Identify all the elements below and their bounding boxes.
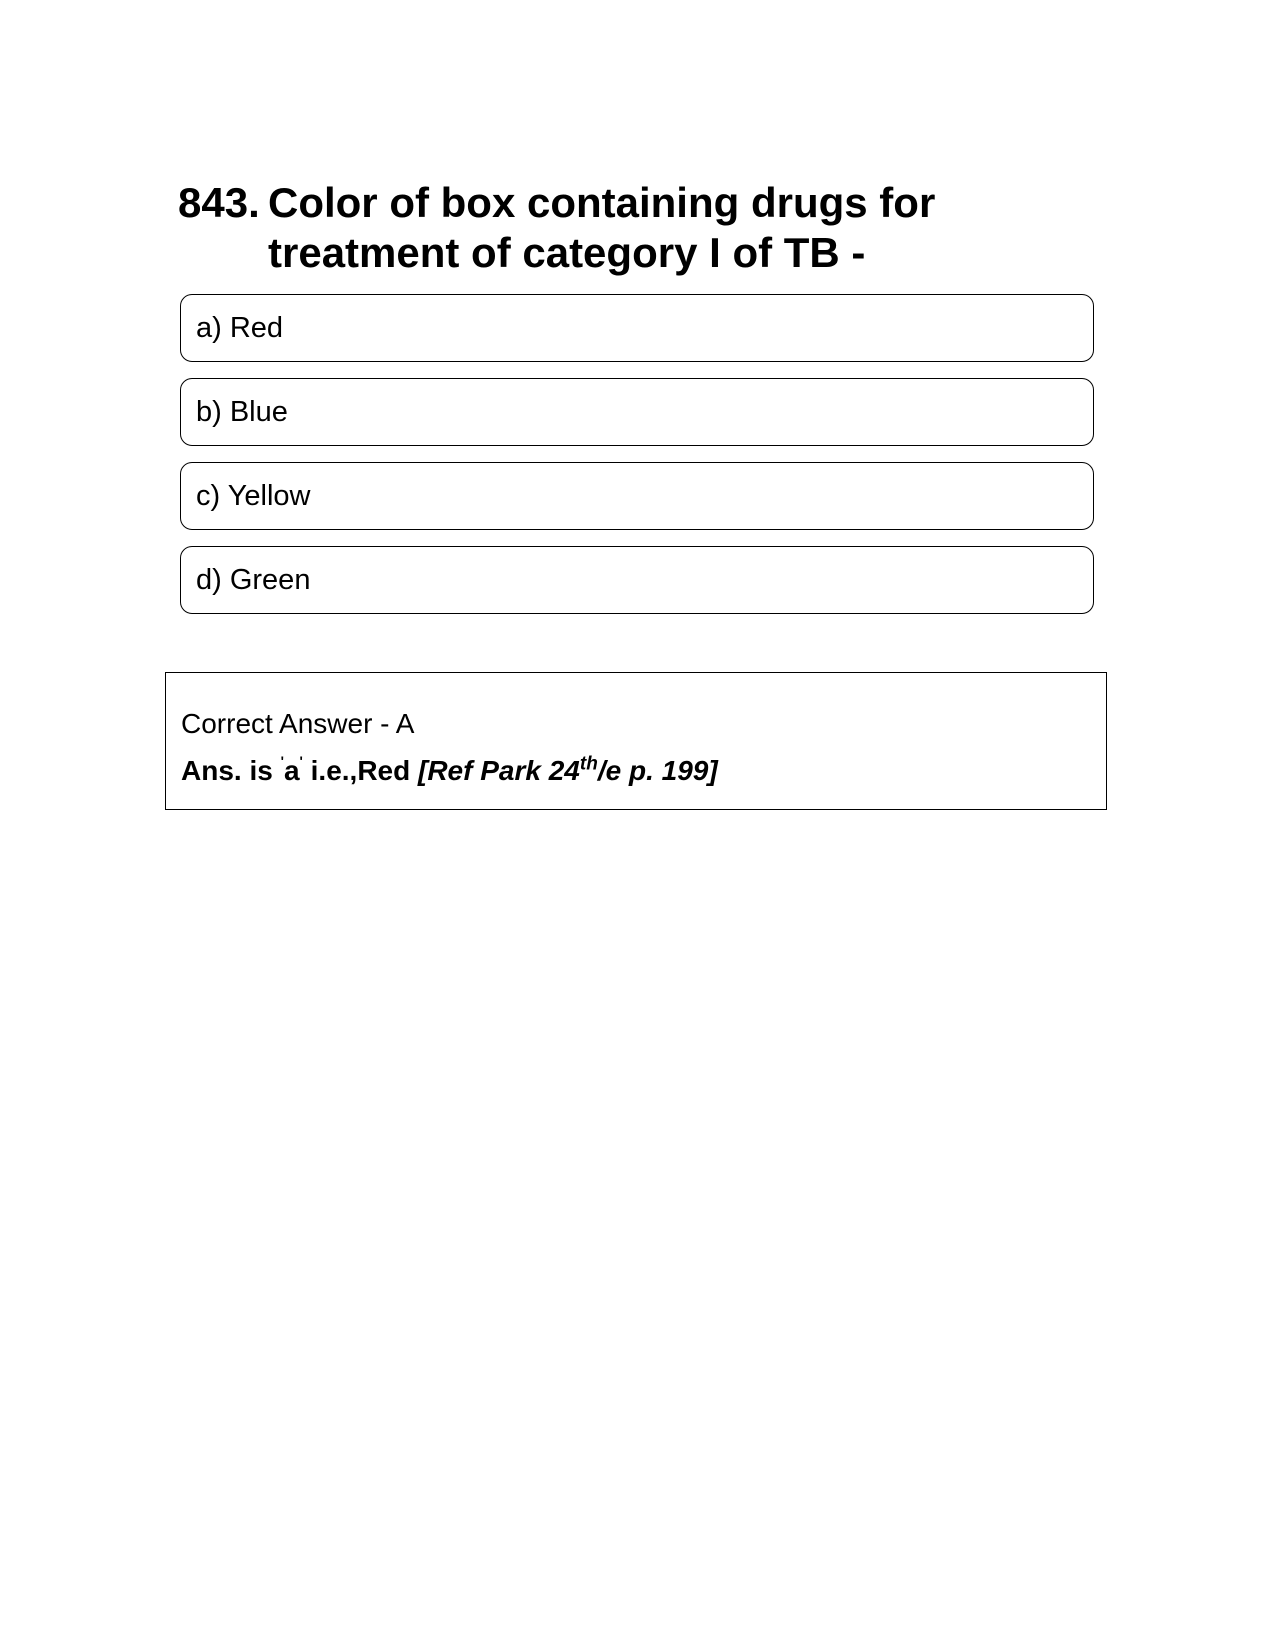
answer-explanation xyxy=(181,742,1091,790)
answer-letter: a xyxy=(283,755,300,786)
answer-reference xyxy=(418,755,718,786)
answer-tick-open: ' xyxy=(280,753,284,769)
option-b-label: b) Blue xyxy=(196,395,288,428)
option-b[interactable] xyxy=(180,378,1094,446)
answer-tick-close: ' xyxy=(299,753,303,769)
question xyxy=(178,178,1078,278)
option-c[interactable] xyxy=(180,462,1094,530)
question-number: 843. xyxy=(178,179,260,226)
answer-box xyxy=(165,672,1107,810)
option-d-label: d) Green xyxy=(196,563,311,596)
answer-prefix: Ans. is xyxy=(181,755,273,786)
correct-answer: Correct Answer - A xyxy=(181,708,415,739)
question-text: Color of box containing drugs for treatment of category I of TB - xyxy=(268,179,936,276)
reference-prefix: [Ref Park 24 xyxy=(418,755,580,786)
option-c-label: c) Yellow xyxy=(196,479,311,512)
reference-suffix: /e p. 199] xyxy=(597,755,718,786)
option-a[interactable] xyxy=(180,294,1094,362)
option-d[interactable] xyxy=(180,546,1094,614)
options-list xyxy=(180,294,1094,630)
answer-main: i.e.,Red xyxy=(302,755,419,786)
option-a-label: a) Red xyxy=(196,311,284,344)
reference-superscript: th xyxy=(579,753,598,775)
